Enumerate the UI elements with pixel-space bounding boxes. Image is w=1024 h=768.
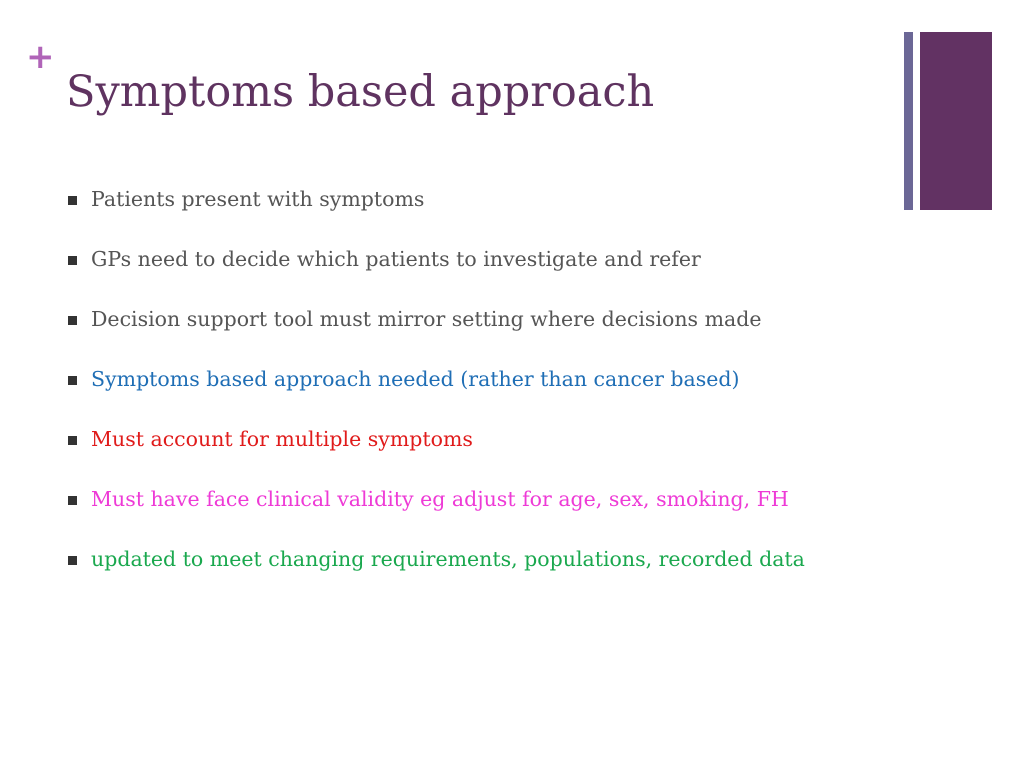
square-bullet-icon: [68, 376, 77, 385]
bullet-item: [68, 304, 898, 335]
bullet-text: Patients present with symptoms: [91, 187, 425, 211]
bullet-item: [68, 484, 898, 515]
plus-icon: +: [26, 37, 55, 77]
bullet-text: Must account for multiple symptoms: [91, 427, 473, 451]
square-bullet-icon: [68, 196, 77, 205]
bullet-item: [68, 244, 898, 275]
square-bullet-icon: [68, 316, 77, 325]
bullet-item: [68, 544, 898, 575]
bullet-text: updated to meet changing requirements, populations, recorded data: [91, 547, 805, 571]
bullet-item: [68, 424, 898, 455]
bullet-item: [68, 364, 898, 395]
square-bullet-icon: [68, 496, 77, 505]
bullet-text: GPs need to decide which patients to investigate and refer: [91, 247, 701, 271]
square-bullet-icon: [68, 256, 77, 265]
bullet-text: Decision support tool must mirror setting where decisions made: [91, 307, 762, 331]
square-bullet-icon: [68, 436, 77, 445]
square-bullet-icon: [68, 556, 77, 565]
slide-title: Symptoms based approach: [66, 67, 655, 117]
bullet-list: [68, 184, 898, 604]
bullet-item: [68, 184, 898, 215]
bullet-text: Must have face clinical validity eg adjust for age, sex, smoking, FH: [91, 487, 789, 511]
decorative-bar-thick: [920, 32, 992, 210]
decorative-bar-thin: [904, 32, 913, 210]
bullet-text: Symptoms based approach needed (rather than cancer based): [91, 367, 740, 391]
